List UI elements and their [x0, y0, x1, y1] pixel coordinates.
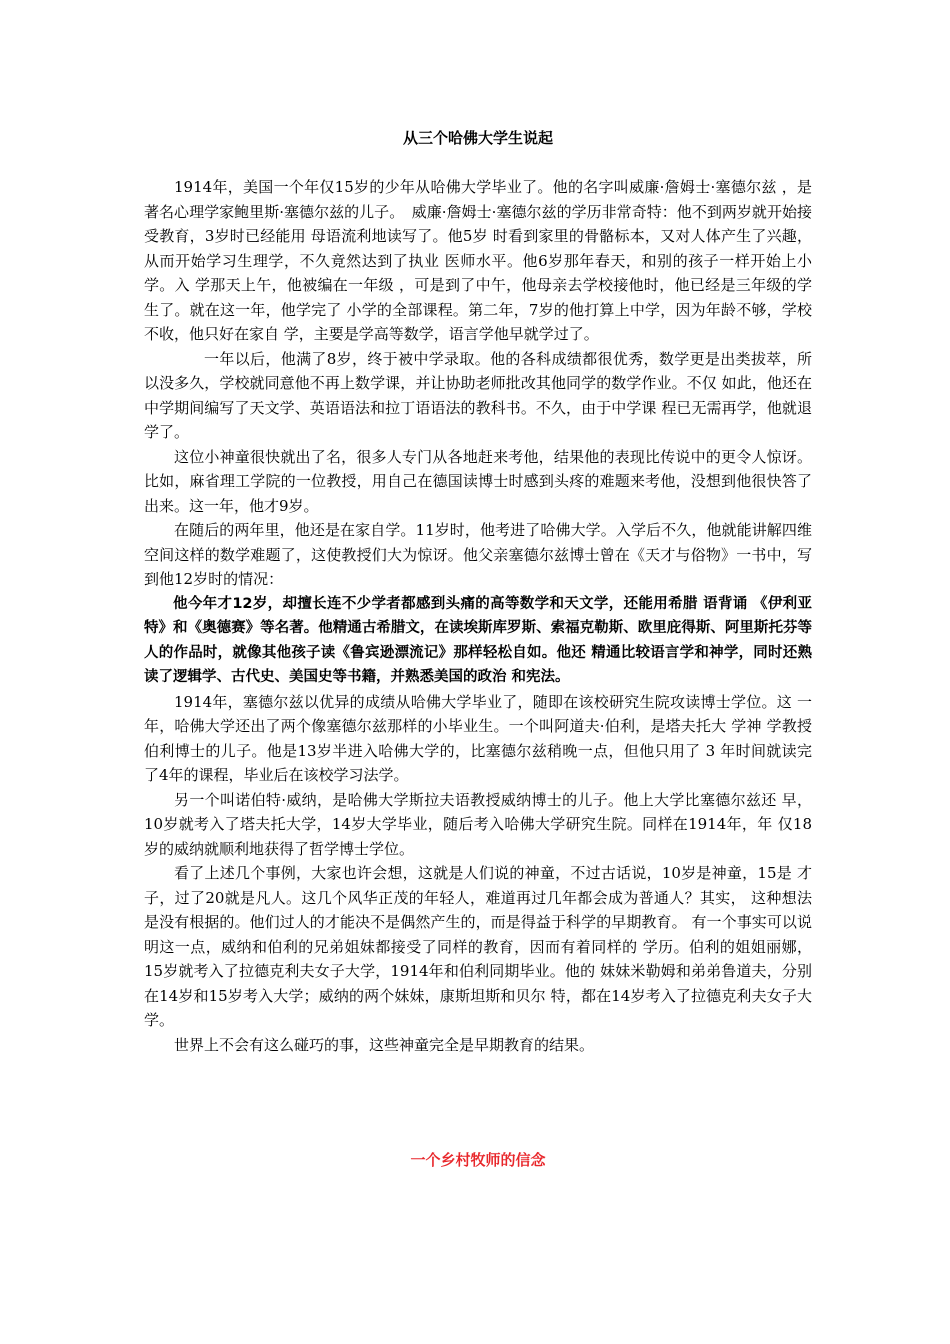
- paragraph-3: 这位小神童很快就出了名，很多人专门从各地赶来考他，结果他的表现比传说中的更令人惊讶。比如，麻省理工学院的一位教授，用自己在德国读博士时感到头疼的难题来考他，没想到他很快答了出来。这一年，他才9岁。: [144, 447, 812, 515]
- page-title: 从三个哈佛大学生说起: [402, 129, 553, 147]
- next-section-title: 一个乡村牧师的信念: [410, 1151, 546, 1169]
- quote-paragraph: 他今年才12岁，却擅长连不少学者都感到头痛的高等数学和天文学，还能用希腊 语背诵 《伊利亚特》和《奥德赛》等名著。他精通古希腊文，在读埃斯库罗斯、索福克勒斯、欧里庇得斯、阿里斯托芬等人的作品时，就像其他孩子读《鲁宾逊漂流记》那样轻松自如。他还 精通比较语言学和神学，同时还熟读了逻辑学、古代史、美国史等书籍，并熟悉美国的政治 和宪法。: [144, 595, 812, 685]
- paragraph-4: 在随后的两年里，他还是在家自学。11岁时，他考进了哈佛大学。入学后不久，他就能讲解四维空间这样的数学难题了，这使教授们大为惊讶。他父亲塞德尔兹博士曾在《天才与俗物》一书中，写到他12岁时的情况：: [144, 521, 812, 588]
- paragraph-2: 一年以后，他满了8岁，终于被中学录取。他的各科成绩都很优秀，数学更是出类拔萃，所 以没多久，学校就同意他不再上数学课，并让协助老师批改其他同学的数学作业。不仅 如此，他还在中学期间编写了天文学、英语语法和拉丁语语法的教科书。不久，由于中学课 程已无需再学，他就退学了。: [144, 349, 812, 441]
- paragraph-6: 1914年，塞德尔兹以优异的成绩从哈佛大学毕业了，随即在该校研究生院攻读博士学位。这 一年，哈佛大学还出了两个像塞德尔兹那样的小毕业生。一个叫阿道夫·伯利，是塔夫托大 学神 学教授伯利博士的儿子。他是13岁半进入哈佛大学的，比塞德尔兹稍晚一点，但他只用了 3 年时间就读完了4年的课程，毕业后在该校学习法学。: [144, 692, 812, 784]
- paragraph-1: 1914年，美国一个年仅15岁的少年从哈佛大学毕业了。他的名字叫威廉·詹姆士·塞德尔兹 ，是著名心理学家鲍里斯·塞德尔兹的儿子。 威廉·詹姆士·塞德尔兹的学历非常奇特：他不到两岁就开始接受教育，3岁时已经能用 母语流利地读写了。他5岁 时看到家里的骨骼标本，又对人体产生了兴趣，从而开始学习生理学，不久竟然达到了执业 医师水平。他6岁那年春天，和别的孩子一样开始上小学。入 学那天上午，他被编在一年级 ，可是到了中午，他母亲去学校接他时，他已经是三年级的学生了。就在这一年，他学完了 小学的全部课程。第二年，7岁的他打算上中学，因为年龄不够，学校不收，他只好在家自 学，主要是学高等数学，语言学他早就学过了。: [144, 178, 812, 343]
- paragraph-8: 看了上述几个事例，大家也许会想，这就是人们说的神童，不过古话说，10岁是神童，15是 才子，过了20就是凡人。这几个风华正茂的年轻人，难道再过几年都会成为普通人？其实， 这种想法是没有根据的。他们过人的才能决不是偶然产生的，而是得益于科学的早期教育。 有一个事实可以说明这一点，威纳和伯利的兄弟姐妹都接受了同样的教育，因而有着同样的 学历。伯利的姐姐丽娜，15岁就考入了拉德克利夫女子大学，1914年和伯利同期毕业。他的 妹妹米勒姆和弟弟鲁道夫，分别在14岁和15岁考入大学；威纳的两个妹妹，康斯坦斯和贝尔 特，都在14岁考入了拉德克利夫女子大学。: [144, 864, 812, 1029]
- paragraph-7: 另一个叫诺伯特·威纳，是哈佛大学斯拉夫语教授威纳博士的儿子。他上大学比塞德尔兹还 早， 10岁就考入了塔夫托大学，14岁大学毕业，随后考入哈佛大学研究生院。同样在1914年，年 仅18岁的威纳就顺利地获得了哲学博士学位。: [144, 790, 812, 858]
- paragraph-9: 世界上不会有这么碰巧的事，这些神童完全是早期教育的结果。: [174, 1035, 595, 1054]
- article-body: [144, 175, 812, 1057]
